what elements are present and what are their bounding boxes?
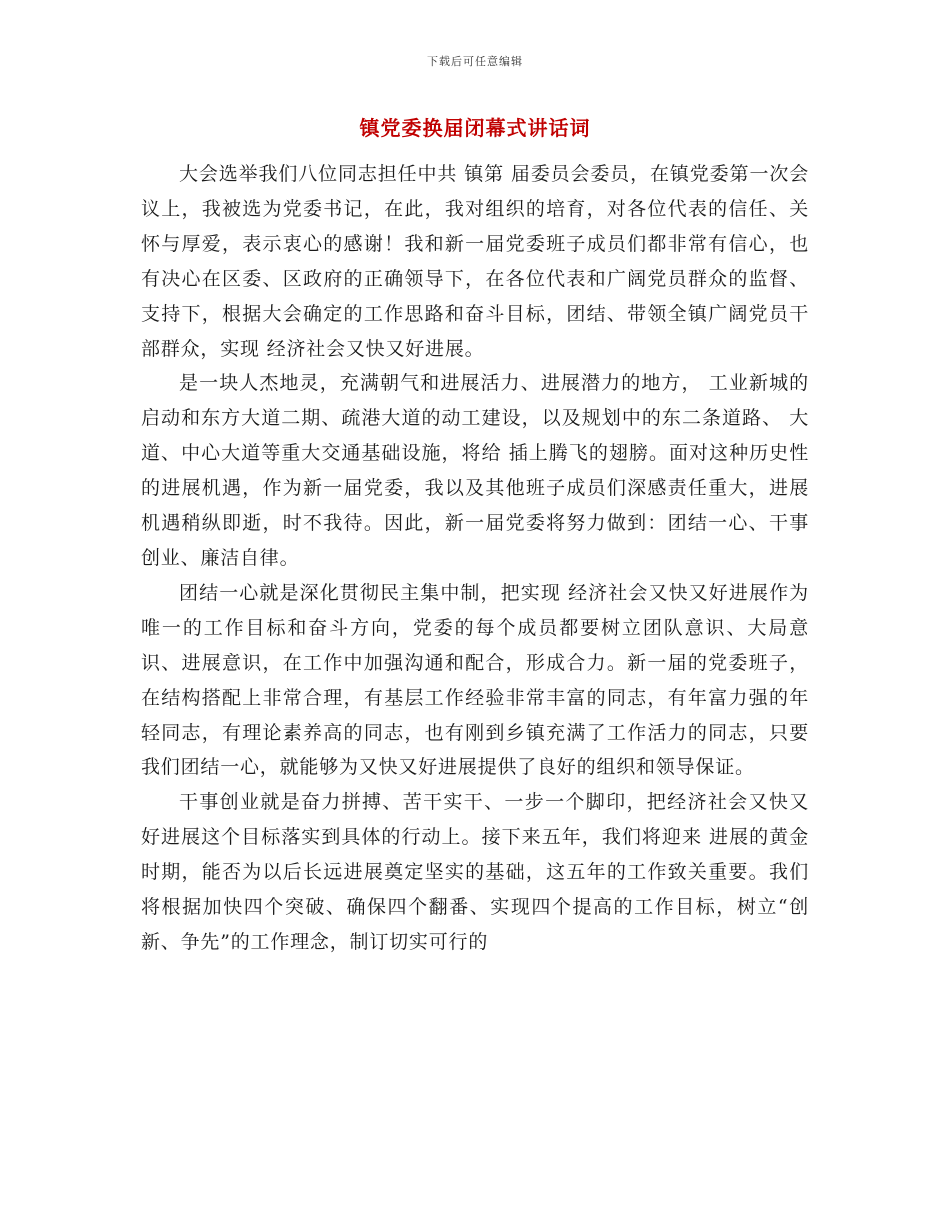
paragraph-2: 是一块人杰地灵，充满朝气和进展活力、进展潜力的地方， 工业新城的启动和东方大道二期、疏港大道的动工建设，以及规划中的东二条道路、 大道、中心大道等重大交通基础设施，将给 插上腾飞的翅膀。面对这种历史性的进展机遇，作为新一届党委，我以及其他班子成员们深感责任重大，进展机遇稍纵即逝，时不我待。因此，新一届党委将努力做到：团结一心、干事创业、廉洁自律。 bbox=[141, 372, 809, 569]
document-body bbox=[141, 157, 809, 960]
paragraph-4: 干事创业就是奋力拼搏、苦干实干、一步一个脚印，把经济社会又快又好进展这个目标落实到具体的行动上。接下来五年，我们将迎来 进展的黄金时期，能否为以后长远进展奠定坚实的基础，这五年的工作致关重要。我们将根据加快四个突破、确保四个翻番、实现四个提高的工作目标，树立“创新、争先”的工作理念，制订切实可行的 bbox=[141, 791, 809, 953]
page-header-note: 下载后可任意编辑 bbox=[427, 55, 523, 68]
document-title: 镇党委换届闭幕式讲话词 bbox=[359, 116, 591, 140]
paragraph-3: 团结一心就是深化贯彻民主集中制，把实现 经济社会又快又好进展作为唯一的工作目标和奋斗方向，党委的每个成员都要树立团队意识、大局意识、进展意识，在工作中加强沟通和配合，形成合力。新一届的党委班子，在结构搭配上非常合理，有基层工作经验非常丰富的同志，有年富力强的年轻同志，有理论素养高的同志，也有刚到乡镇充满了工作活力的同志，只要我们团结一心，就能够为又快又好进展提供了良好的组织和领导保证。 bbox=[141, 581, 809, 779]
paragraph-1: 大会选举我们八位同志担任中共 镇第 届委员会委员，在镇党委第一次会议上，我被选为党委书记，在此，我对组织的培育，对各位代表的信任、关怀与厚爱，表示衷心的感谢！我和新一届党委班子成员们都非常有信心，也有决心在区委、区政府的正确领导下，在各位代表和广阔党员群众的监督、支持下，根据大会确定的工作思路和奋斗目标，团结、带领全镇广阔党员干部群众，实现 经济社会又快又好进展。 bbox=[141, 163, 809, 360]
